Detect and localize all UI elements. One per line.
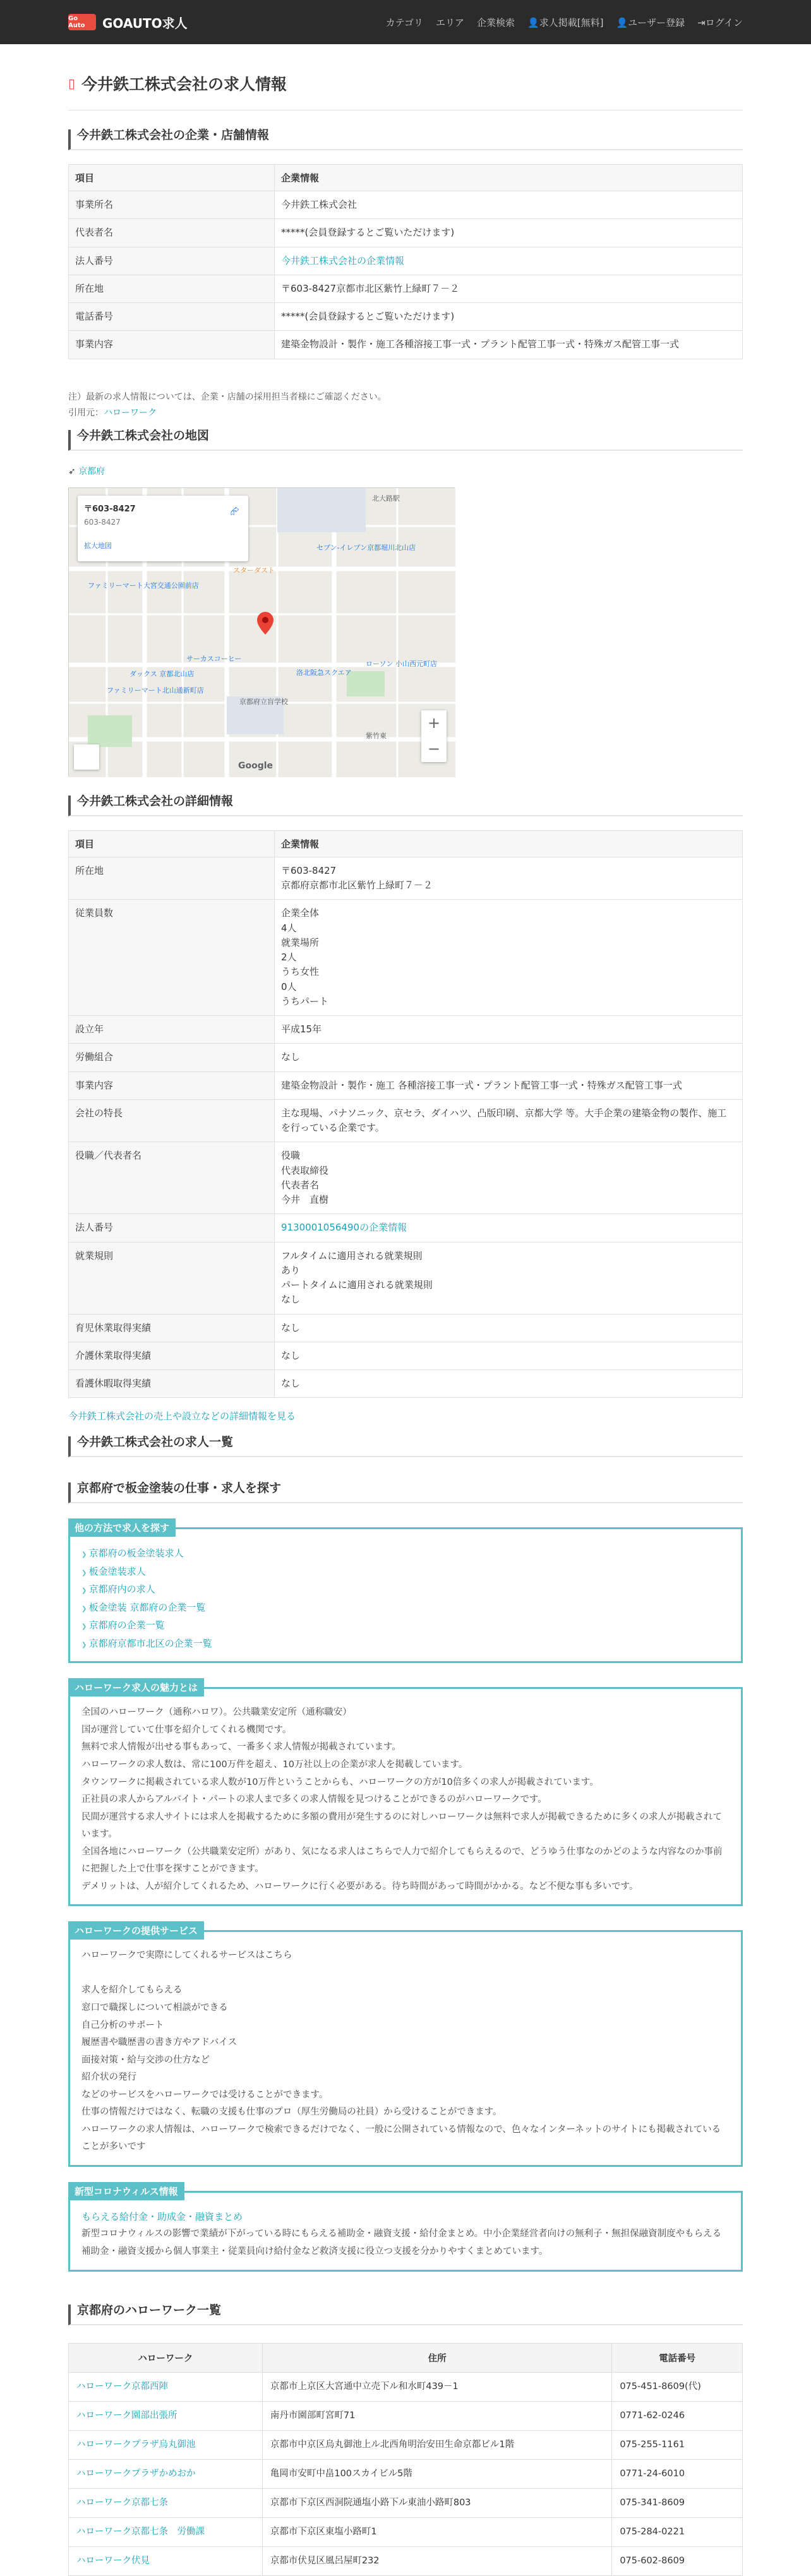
hellowork-phone: 0771-62-0246: [612, 2401, 743, 2430]
table-row: [69, 1370, 743, 1398]
map-label: ファミリーマート大宮交通公園前店: [88, 581, 199, 590]
hellowork-name-link[interactable]: ハローワークプラザかめおか: [69, 2459, 263, 2488]
row-value: なし: [275, 1342, 743, 1369]
list-item[interactable]: [81, 1580, 730, 1599]
row-label: 事業内容: [69, 331, 275, 359]
list-item[interactable]: [81, 1544, 730, 1563]
list-item[interactable]: [81, 1635, 730, 1653]
row-label: 役職／代表者名: [69, 1142, 275, 1214]
section-map-title: 今井鉄工株式会社の地図: [68, 430, 743, 451]
table-row: [69, 1016, 743, 1044]
map-card-address: 603-8427: [84, 517, 121, 527]
table-row: [69, 2401, 743, 2430]
text-line: デメリットは、人が紹介してくれるため、ハローワークに行く必要がある。待ち時間があって時間がかかる。など不便な事も多いです。: [81, 1881, 639, 1892]
logo-text: GOAUTO求人: [102, 15, 188, 31]
main-content: [68, 72, 743, 2576]
nav-links: [386, 16, 743, 29]
table-row: [69, 275, 743, 302]
text-line: 求人を紹介してもらえる: [81, 1985, 183, 1996]
nav-company-search[interactable]: 企業検索: [477, 16, 515, 28]
text-line: 民間が運営する求人サイトには求人を掲載するために多額の費用が発生するのに対しハローワークは無料で求人が掲載できるために多くの求人が掲載されています。: [81, 1811, 722, 1840]
hellowork-appeal-title: ハローワーク求人の魅力とは: [68, 1678, 204, 1696]
row-value: 平成15年: [275, 1016, 743, 1044]
table-header-item: 項目: [69, 165, 275, 191]
table-header-item: 項目: [69, 830, 275, 857]
logo-mark-icon: Go Auto: [68, 14, 96, 30]
hellowork-address: 京都市伏見区風呂屋町232: [262, 2546, 611, 2575]
list-item[interactable]: [81, 1616, 730, 1635]
site-logo[interactable]: [68, 13, 188, 32]
map-label: ローソン 小山西元町店: [366, 659, 438, 668]
map-label: ファミリーマート北山通新町店: [107, 686, 204, 695]
other-method-link: 京都府の板金塗装求人: [88, 1547, 184, 1559]
text-line: 面接対策・給与交渉の仕方など: [81, 2054, 210, 2065]
text-line: [81, 1965, 730, 1983]
nav-area[interactable]: エリア: [436, 16, 465, 28]
row-label: 事業内容: [69, 1071, 275, 1099]
table-header-info: 企業情報: [275, 830, 743, 857]
row-value: フルタイムに適用される就業規則 あり パートタイムに適用される就業規則 なし: [275, 1242, 743, 1314]
nav-post-job-label: 求人掲載[無料]: [539, 16, 604, 28]
row-label: 所在地: [69, 857, 275, 900]
map-label: 北大路駅: [372, 494, 400, 503]
detail-more-link[interactable]: [68, 1409, 743, 1422]
row-value: 建築金物設計・製作・施工各種溶接工事一式・プラント配管工事一式・特殊ガス配管工事一式: [275, 331, 743, 359]
row-value: なし: [275, 1314, 743, 1342]
map-label: セブン-イレブン京都堀川北山店: [316, 543, 416, 552]
text-line: 紹介状の発行: [81, 2072, 136, 2083]
table-row: [69, 857, 743, 900]
row-value: なし: [275, 1044, 743, 1071]
google-map[interactable]: [68, 487, 455, 777]
hellowork-name-link[interactable]: ハローワークプラザ烏丸御池: [69, 2430, 263, 2459]
row-value: 主な現場、パナソニック、京セラ、ダイハツ、凸版印刷、京都大学 等。大手企業の建築金物の製作、施工を行っている企業です。: [275, 1099, 743, 1142]
detail-more-link-text: 今井鉄工株式会社の売上や設立などの詳細情報を見る: [68, 1410, 296, 1422]
table-row: [69, 2459, 743, 2488]
table-row: [69, 191, 743, 219]
table-row: [69, 219, 743, 247]
pref-link-text: 京都府: [78, 466, 105, 477]
text-line: 仕事の情報だけではなく、転職の支援も仕事のプロ（厚生労働局の社員）から受けることができます。: [81, 2107, 502, 2118]
row-label: 代表者名: [69, 219, 275, 247]
corona-info-link[interactable]: もらえる給付金・助成金・融資まとめ: [81, 2210, 243, 2222]
table-row: [69, 2430, 743, 2459]
hellowork-phone: 075-451-8609(代): [612, 2372, 743, 2401]
map-label: サーカスコーヒー: [186, 654, 242, 663]
login-icon: ⇥: [697, 16, 706, 28]
other-method-link: 板金塗装求人: [88, 1565, 146, 1577]
row-value: *****(会員登録するとご覧いただけます): [275, 219, 743, 247]
hellowork-name-link[interactable]: ハローワーク伏見: [69, 2546, 263, 2575]
nav-post-job[interactable]: [527, 16, 603, 29]
hellowork-table: [68, 2343, 743, 2576]
map-label: スターダスト: [233, 566, 275, 575]
row-value: 役職 代表取締役 代表者名 今井 直樹: [275, 1142, 743, 1214]
pref-link[interactable]: [68, 465, 743, 477]
nav-register-label: ユーザー登録: [628, 16, 685, 28]
text-line: 全国のハローワーク（通称ハロワ）。公共職業安定所（通称職安）: [81, 1707, 352, 1718]
hellowork-service-box: [68, 1925, 743, 2167]
table-row: [69, 2488, 743, 2517]
other-methods-box: [68, 1522, 743, 1663]
section-detail-title: 今井鉄工株式会社の詳細情報: [68, 796, 743, 816]
text-line: ハローワークで実際にしてくれるサービスはこちら: [81, 1950, 292, 1961]
list-item[interactable]: [81, 1599, 730, 1617]
row-value: 建築金物設計・製作・施工 各種溶接工事一式・プラント配管工事一式・特殊ガス配管工事一式: [275, 1071, 743, 1099]
other-method-link: 京都府の企業一覧: [88, 1619, 165, 1631]
text-line: 正社員の求人からアルバイト・パートの求人まで多くの求人情報を見つけることができるのがハローワークです。: [81, 1794, 547, 1805]
title-marker-icon: ▯: [68, 76, 76, 91]
row-value: なし: [275, 1370, 743, 1398]
hellowork-phone: 0771-24-6010: [612, 2459, 743, 2488]
table-row: [69, 1099, 743, 1142]
hellowork-name-link[interactable]: ハローワーク京都七条 労働課: [69, 2517, 263, 2546]
hellowork-name-link[interactable]: ハローワーク京都西陣: [69, 2372, 263, 2401]
table-header-name: ハローワーク: [69, 2343, 263, 2372]
row-label: 育児休業取得実績: [69, 1314, 275, 1342]
table-row: [69, 1314, 743, 1342]
citation-prefix: 引用元：: [68, 407, 104, 418]
hellowork-address: 京都市下京区西洞院通塩小路下ル東油小路町803: [262, 2488, 611, 2517]
user-icon: 👤: [527, 16, 539, 28]
corona-info-title: 新型コロナウィルス情報: [68, 2182, 184, 2200]
table-row: [69, 2546, 743, 2575]
top-navbar: [0, 0, 811, 44]
table-row: [69, 1214, 743, 1242]
location-arrow-icon: ➶: [68, 466, 79, 477]
table-row: [69, 331, 743, 359]
section-hellowork-list-title: 京都府のハローワーク一覧: [68, 2305, 743, 2325]
row-value-link[interactable]: 今井鉄工株式会社の企業情報: [275, 247, 743, 275]
row-label: 事業所名: [69, 191, 275, 219]
text-line: などのサービスをハローワークでは受けることができます。: [81, 2089, 328, 2100]
hellowork-address: 京都市上京区大宮通中立売下ル和水町439－1: [262, 2372, 611, 2401]
map-label: 洛北阪急スクエア: [296, 668, 352, 677]
table-row: [69, 1142, 743, 1214]
hellowork-name-link[interactable]: ハローワーク京都七条: [69, 2488, 263, 2517]
text-line: 無料で求人情報が出せる事もあって、一番多く求人情報が掲載されています。: [81, 1742, 401, 1753]
list-item[interactable]: [81, 1563, 730, 1581]
hellowork-appeal-box: [68, 1682, 743, 1906]
citation-link[interactable]: ハローワーク: [104, 407, 157, 418]
other-method-link: 京都府内の求人: [88, 1583, 155, 1595]
row-value-link[interactable]: 9130001056490の企業情報: [275, 1214, 743, 1242]
section-find-jobs-title: 京都府で板金塗装の仕事・求人を探す: [68, 1482, 743, 1503]
google-logo: Google: [238, 760, 273, 771]
text-line: ハローワークの求人数は、常に100万件を超え、10万社以上の企業が求人を掲載しています。: [81, 1760, 468, 1770]
row-label: 法人番号: [69, 247, 275, 275]
text-line: ハローワークの求人情報は、ハローワークで検索できるだけでなく、一般に公開されている情報なので、色々なインターネットのサイトにも掲載されていることが多いです: [81, 2124, 721, 2152]
map-zoom-controls: [421, 710, 447, 762]
section-company-info-title: 今井鉄工株式会社の企業・店舗情報: [68, 129, 743, 150]
table-row: [69, 900, 743, 1016]
row-label: 法人番号: [69, 1214, 275, 1242]
disclaimer-text: 注）最新の求人情報については、企業・店舗の採用担当者様にご確認ください。: [68, 391, 387, 402]
other-methods-list: [81, 1544, 730, 1652]
table-row: [69, 1071, 743, 1099]
nav-login-label: ログイン: [705, 16, 743, 28]
row-label: 会社の特長: [69, 1099, 275, 1142]
hellowork-phone: 075-284-0221: [612, 2517, 743, 2546]
map-label: 京都府立盲学校: [239, 697, 288, 706]
page-title-text: 今井鉄工株式会社の求人情報: [81, 75, 287, 93]
hellowork-appeal-text: [81, 1704, 730, 1895]
table-row: [69, 303, 743, 331]
row-label: 労働組合: [69, 1044, 275, 1071]
map-info-card: [78, 496, 248, 561]
hellowork-phone: 075-255-1161: [612, 2430, 743, 2459]
table-row: [69, 247, 743, 275]
text-line: 履歴書や職歴書の書き方やアドバイス: [81, 2037, 237, 2048]
row-value: 今井鉄工株式会社: [275, 191, 743, 219]
hellowork-address: 京都市中京区烏丸御池上ル北西角明治安田生命京都ビル1階: [262, 2430, 611, 2459]
map-card-zip: 〒603-8427: [84, 504, 136, 514]
row-label: 電話番号: [69, 303, 275, 331]
text-line: 自己分析のサポート: [81, 2020, 164, 2030]
map-label: 紫竹東: [366, 731, 387, 740]
hellowork-address: 南丹市園部町宮町71: [262, 2401, 611, 2430]
map-type-button[interactable]: [74, 744, 99, 770]
hellowork-service-text: [81, 1947, 730, 2156]
section-job-list-title: 今井鉄工株式会社の求人一覧: [68, 1436, 743, 1457]
text-line: 国が運営していて仕事を紹介してくれる機関です。: [81, 1724, 292, 1735]
row-label: 設立年: [69, 1016, 275, 1044]
corona-info-text: 新型コロナウィルスの影響で業績が下がっている時にもらえる補助金・融資支援・給付金まとめ。中小企業経営者向けの無利子・無担保融資制度やもらえる補助金・融資支援から個人事業主・従業員向け給付金など救済支援に役立つ支援を分かりやすくまとめています。: [81, 2229, 722, 2257]
row-label: 介護休業取得実績: [69, 1342, 275, 1369]
row-value: 企業全体 4人 就業場所 2人 うち女性 0人 うちパート: [275, 900, 743, 1016]
nav-category[interactable]: カテゴリ: [385, 16, 424, 28]
company-info-table: [68, 164, 743, 359]
table-row: [69, 2517, 743, 2546]
table-header-info: 企業情報: [275, 165, 743, 191]
row-value: *****(会員登録するとご覧いただけます): [275, 303, 743, 331]
table-row: [69, 1342, 743, 1369]
row-value: 〒603-8427京都市北区紫竹上緑町７－２: [275, 275, 743, 302]
map-pin-icon[interactable]: [257, 612, 273, 635]
row-label: 看護休暇取得実績: [69, 1370, 275, 1398]
table-row: [69, 2372, 743, 2401]
zoom-in-button[interactable]: +: [427, 714, 441, 732]
hellowork-address: 亀岡市安町中畠100スカイビル5階: [262, 2459, 611, 2488]
other-methods-title: 他の方法で求人を探す: [68, 1518, 176, 1537]
nav-register[interactable]: [616, 16, 685, 29]
hellowork-name-link[interactable]: ハローワーク園部出張所: [69, 2401, 263, 2430]
text-line: タウンワークに掲載されている求人数が10万件ということからも、ハローワークの方が10倍多くの求人が掲載されています。: [81, 1777, 599, 1787]
nav-login[interactable]: [697, 16, 743, 29]
table-row: [69, 1242, 743, 1314]
corona-info-box: [68, 2185, 743, 2272]
row-label: 従業員数: [69, 900, 275, 1016]
hellowork-service-title: ハローワークの提供サービス: [68, 1921, 204, 1940]
hellowork-phone: 075-602-8609: [612, 2546, 743, 2575]
text-line: 全国各地にハローワーク（公共職業安定所）があり、気になる求人はこちらで人力で紹介してもらえるので、どうゆう仕事なのかどのような内容なのか事前に把握した上で仕事を探すことができます。: [81, 1846, 723, 1875]
user-icon: 👤: [616, 16, 628, 28]
text-line: 窓口で職探しについて相談ができる: [81, 2003, 228, 2013]
row-label: 所在地: [69, 275, 275, 302]
other-method-link: 板金塗装 京都府の企業一覧: [88, 1601, 206, 1613]
map-card-link[interactable]: 拡大地図: [84, 541, 112, 550]
row-label: 就業規則: [69, 1242, 275, 1314]
disclaimer-note: [68, 390, 743, 421]
hellowork-address: 京都市下京区東塩小路町1: [262, 2517, 611, 2546]
table-row: [69, 1044, 743, 1071]
other-method-link: 京都府京都市北区の企業一覧: [88, 1637, 212, 1649]
map-label: ダックス 京都北山店: [129, 669, 195, 678]
hellowork-phone: 075-341-8609: [612, 2488, 743, 2517]
directions-icon[interactable]: ⮳: [230, 504, 239, 518]
zoom-out-button[interactable]: −: [427, 740, 441, 758]
row-value: 〒603-8427 京都府京都市北区紫竹上緑町７－２: [275, 857, 743, 900]
table-header-address: 住所: [262, 2343, 611, 2372]
company-detail-table: [68, 830, 743, 1398]
page-title: [68, 72, 743, 110]
table-header-phone: 電話番号: [612, 2343, 743, 2372]
